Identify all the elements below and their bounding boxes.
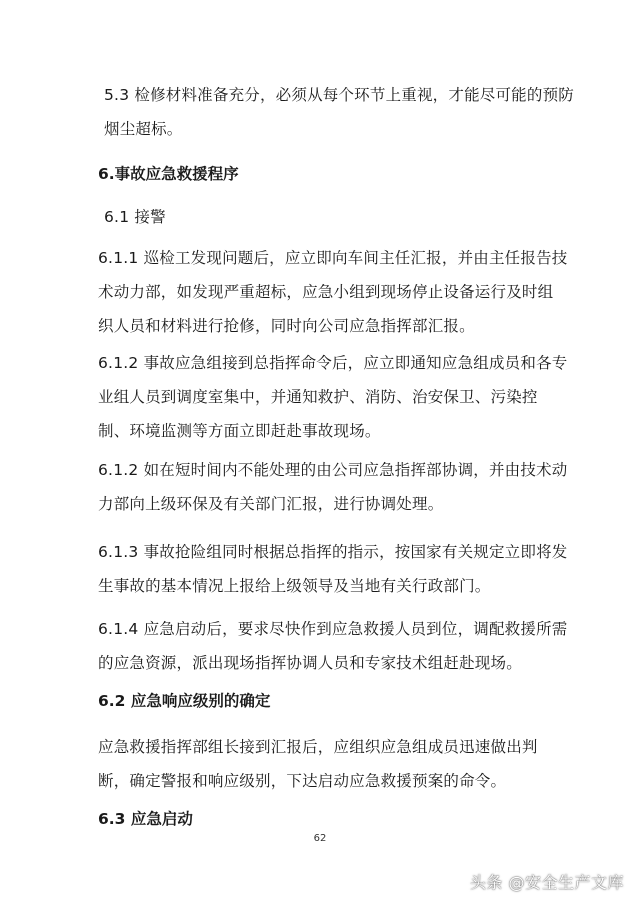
heading-6-1: 6.1 接警 <box>104 208 166 226</box>
paragraph-5-3: 5.3 检修材料准备充分，必须从每个环节上重视，才能尽可能的预防烟尘超标。 <box>104 86 574 138</box>
heading-6: 6.事故应急救援程序 <box>98 165 239 183</box>
paragraph-6-1-1: 6.1.1 巡检工发现问题后，应立即向车间主任汇报，并由主任报告技术动力部，如发现严重超标，应急小组到现场停止设备运行及时组织人员和材料进行抢修，同时向公司应急指挥部汇报。 <box>98 249 568 335</box>
paragraph-6-1-2b: 6.1.2 如在短时间内不能处理的由公司应急指挥部协调，并由技术动力部向上级环保及有关部门汇报，进行协调处理。 <box>98 461 568 513</box>
paragraph-6-1-4: 6.1.4 应急启动后，要求尽快作到应急救援人员到位，调配救援所需的应急资源，派出现场指挥协调人员和专家技术组赶赴现场。 <box>98 620 568 672</box>
source-watermark: 头条 @安全生产文库 <box>469 873 624 892</box>
heading-6-3: 6.3 应急启动 <box>98 810 193 828</box>
page-number: 62 <box>313 833 327 844</box>
paragraph-6-2: 应急救援指挥部组长接到汇报后，应组织应急组成员迅速做出判断，确定警报和响应级别，下达启动应急救援预案的命令。 <box>98 738 538 790</box>
heading-6-2: 6.2 应急响应级别的确定 <box>98 692 271 710</box>
paragraph-6-1-3: 6.1.3 事故抢险组同时根据总指挥的指示，按国家有关规定立即将发生事故的基本情况上报给上级领导及当地有关行政部门。 <box>98 543 568 595</box>
paragraph-6-1-2a: 6.1.2 事故应急组接到总指挥命令后，应立即通知应急组成员和各专业组人员到调度室集中，并通知救护、消防、治安保卫、污染控制、环境监测等方面立即赶赴事故现场。 <box>98 354 568 440</box>
